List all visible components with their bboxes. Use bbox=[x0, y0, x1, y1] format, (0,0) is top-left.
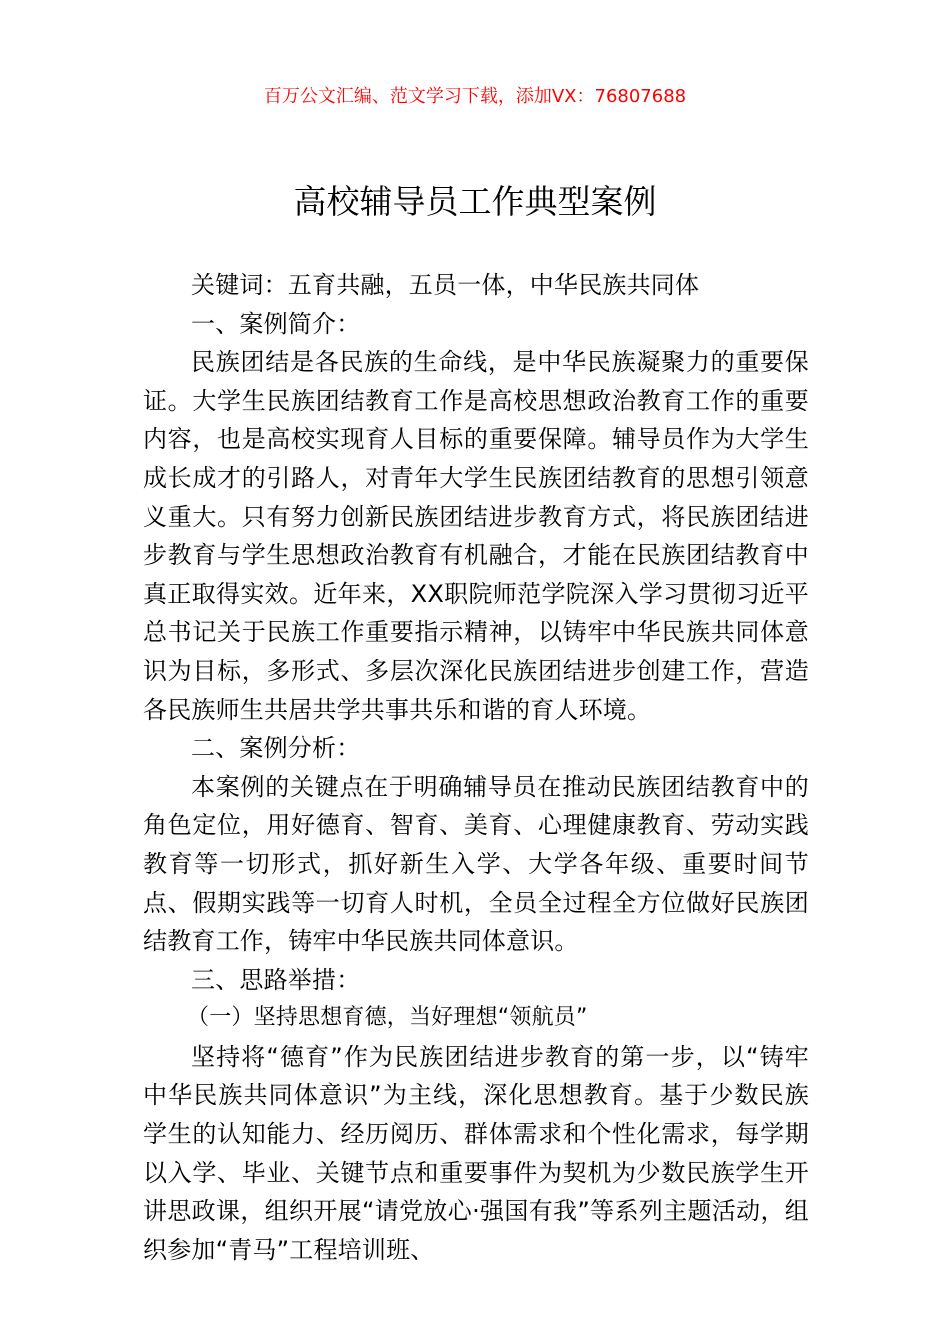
header-watermark-note: 百万公文汇编、范文学习下载，添加VX：76807688 bbox=[263, 86, 687, 107]
section-paragraph-analysis: 本案例的关键点在于明确辅导员在推动民族团结教育中的角色定位，用好德育、智育、美育、心理健康教育、劳动实践教育等一切形式，抓好新生入学、大学各年级、重要时间节点、假期实践等一切育人时机，全员全过程全方位做好民族团结教育工作，铸牢中华民族共同体意识。 bbox=[143, 772, 809, 956]
document-body bbox=[143, 266, 809, 1269]
subsection-paragraph-moral: 坚持将“德育”作为民族团结进步教育的第一步，以“铸牢中华民族共同体意识”为主线，深化思想教育。基于少数民族学生的认知能力、经历阅历、群体需求和个性化需求，每学期以入学、毕业、关键节点和重要事件为契机为少数民族学生开讲思政课，组织开展“请党放心·强国有我”等系列主题活动，组织参加“青马”工程培训班、 bbox=[143, 1042, 809, 1264]
subsection-heading-moral: （一）坚持思想育德，当好理想“领航员” bbox=[187, 1005, 588, 1031]
section-heading-intro: 一、案例简介： bbox=[191, 309, 361, 338]
section-heading-measures: 三、思路举措： bbox=[191, 965, 361, 994]
section-heading-analysis: 二、案例分析： bbox=[191, 734, 361, 763]
section-paragraph-intro: 民族团结是各民族的生命线，是中华民族凝聚力的重要保证。大学生民族团结教育工作是高校思想政治教育工作的重要内容，也是高校实现育人目标的重要保障。辅导员作为大学生成长成才的引路人，对青年大学生民族团结教育的思想引领意义重大。只有努力创新民族团结进步教育方式，将民族团结进步教育与学生思想政治教育有机融合，才能在民族团结教育中真正取得实效。近年来，XX职院师范学院深入学习贯彻习近平总书记关于民族工作重要指示精神，以铸牢中华民族共同体意识为目标，多形式、多层次深化民族团结进步创建工作，营造各民族师生共居共学共事共乐和谐的育人环境。 bbox=[143, 348, 809, 724]
document-title: 高校辅导员工作典型案例 bbox=[293, 182, 657, 221]
keywords-line: 关键词：五育共融，五员一体，中华民族共同体 bbox=[191, 271, 700, 299]
